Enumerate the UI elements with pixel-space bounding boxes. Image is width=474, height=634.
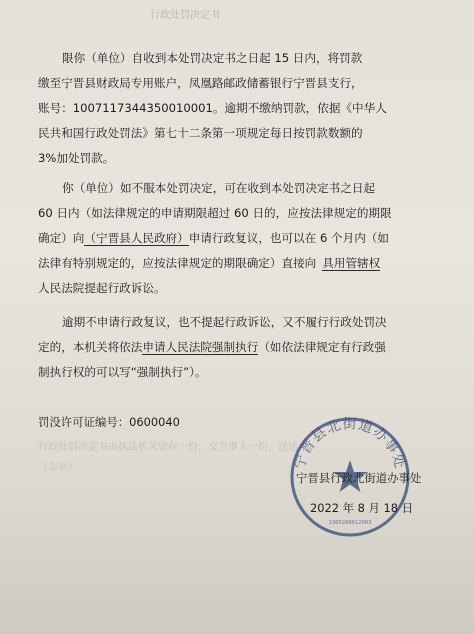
seal-ring-text: 宁晋县北街道办事处 xyxy=(292,416,408,471)
license-number: 0600040 xyxy=(129,415,180,429)
license-label: 罚没许可证编号： xyxy=(38,415,130,429)
payment-paragraph xyxy=(38,46,458,171)
text-line: 3%加处罚款。 xyxy=(38,151,115,165)
text-line: 账号：1007117344350010001。逾期不缴纳罚款，依据《中华人 xyxy=(38,101,387,115)
text-line: 逾期不申请行政复议，也不提起行政诉讼，又不履行行政处罚决 xyxy=(62,315,387,329)
text-line xyxy=(38,335,458,360)
text-line: 民共和国行政处罚法》第七十二条第一项规定每日按罚款数额的 xyxy=(38,126,363,140)
text-line: 制执行权的可以写“强制执行”）。 xyxy=(38,365,207,379)
appeal-paragraph xyxy=(38,176,458,301)
text-line xyxy=(38,251,458,276)
issue-date: 2022 年 8 月 18 日 xyxy=(310,501,414,515)
license-number-line xyxy=(38,414,180,430)
text-fragment: 申请行政复议，也可以在 6 个月内（如 xyxy=(188,231,389,245)
text-line: 你（单位）如不服本处罚决定，可在收到本处罚决定书之日起 xyxy=(62,181,376,195)
text-line xyxy=(38,226,458,251)
issuing-authority-name: 宁晋县行政北街道办事处 xyxy=(296,471,422,485)
text-line: 人民法院提起行政诉讼。 xyxy=(38,281,166,295)
text-fragment: （如依法律规定有行政强 xyxy=(258,340,386,354)
text-line: 缴至宁晋县财政局专用账户，凤凰路邮政储蓄银行宁晋县支行， xyxy=(38,76,363,90)
text-fragment: 法律有特别规定的，应按法律规定的期限确定）直接向 xyxy=(38,256,317,270)
text-line: 限你（单位）自收到本处罚决定书之日起 15 日内，将罚款 xyxy=(62,51,363,65)
faint-middle-text-2: （盖章） xyxy=(38,462,78,473)
text-fragment: 定的，本机关将依法 xyxy=(38,340,143,354)
faint-header-text: 行政处罚决定书 xyxy=(150,10,220,21)
underlined-government-name: （宁晋县人民政府） xyxy=(84,231,189,245)
underlined-jurisdiction: 具用管辖权 xyxy=(322,256,381,270)
seal-serial-number: 1305280012003 xyxy=(328,520,372,526)
text-line: 60 日内（如法律规定的申请期限超过 60 日的，应按法律规定的期限 xyxy=(38,206,392,220)
faint-middle-text: 行政处罚决定书由执法机关留存一份，交当事人一份，送达 xyxy=(38,442,298,453)
underlined-enforcement: 申请人民法院强制执行 xyxy=(142,340,259,354)
text-fragment: 确定）向 xyxy=(38,231,85,245)
enforcement-paragraph xyxy=(38,310,458,385)
